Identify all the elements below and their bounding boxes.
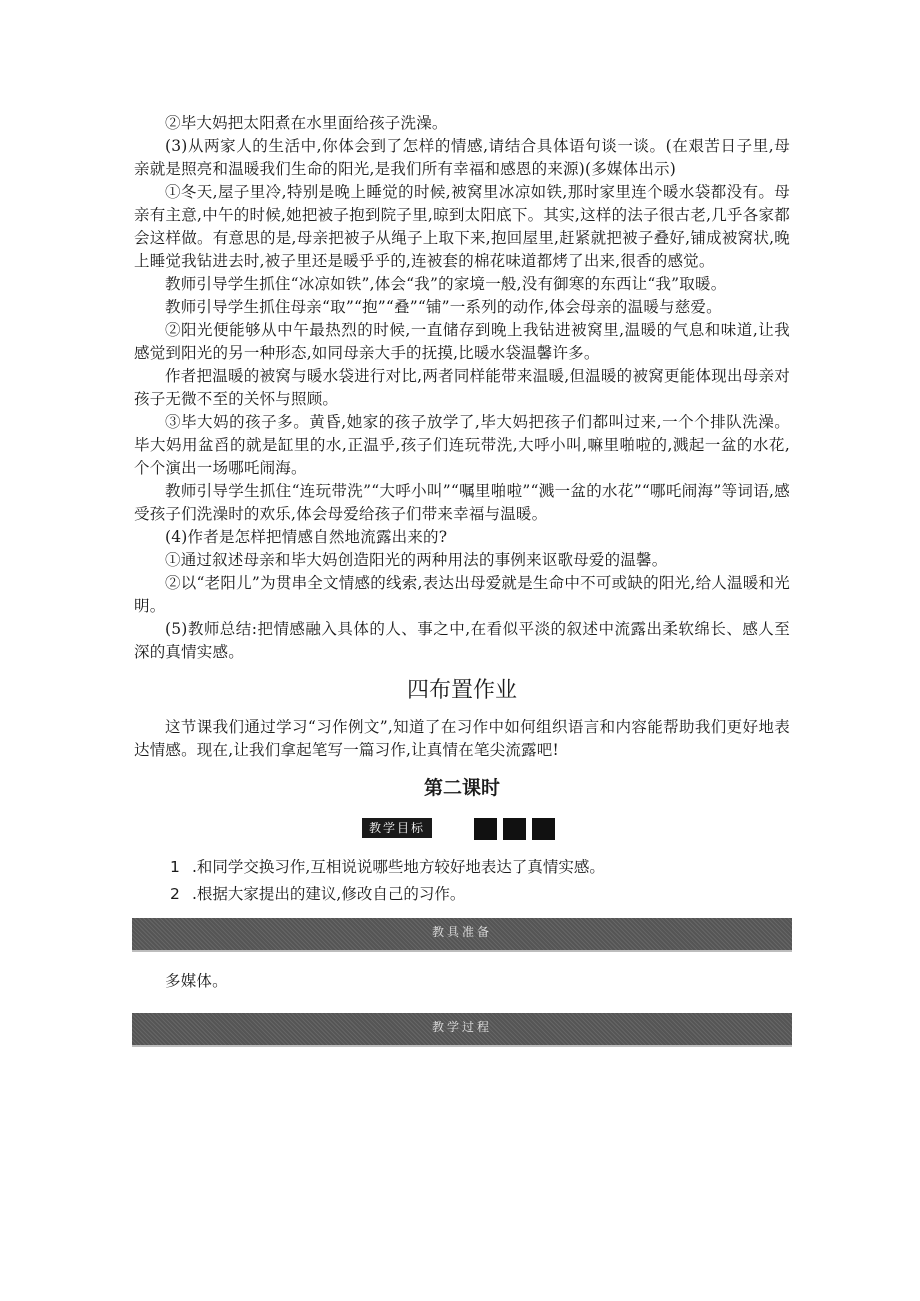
decorative-block xyxy=(532,818,555,840)
teaching-tools-banner: 教具准备 xyxy=(132,918,792,952)
body-paragraph: ②阳光便能够从中午最热烈的时候,一直储存到晚上我钻进被窝里,温暖的气息和味道,让我感觉到阳光的另一种形态,如同母亲大手的抚摸,比暖水袋温馨许多。 xyxy=(134,321,790,362)
body-paragraph: (4)作者是怎样把情感自然地流露出来的? xyxy=(165,528,448,546)
decorative-block xyxy=(474,818,497,840)
teaching-goals-header xyxy=(134,816,790,846)
body-paragraph: 教师引导学生抓住“冰凉如铁”,体会“我”的家境一般,没有御寒的东西让“我”取暖。 xyxy=(165,275,727,293)
teaching-tools-text: 多媒体。 xyxy=(165,972,228,990)
teaching-goals-label: 教学目标 xyxy=(362,818,432,838)
document-page xyxy=(134,112,790,1059)
section-heading-homework: 四布置作业 xyxy=(406,678,517,703)
goal-item xyxy=(170,856,790,879)
lesson-two-title: 第二课时 xyxy=(423,777,500,799)
decorative-blocks xyxy=(474,818,555,840)
goal-text: .根据大家提出的建议,修改自己的习作。 xyxy=(192,885,466,903)
decorative-block xyxy=(503,818,526,840)
body-paragraph: (5)教师总结:把情感融入具体的人、事之中,在看似平淡的叙述中流露出柔软绵长、感人至深的真情实感。 xyxy=(134,620,790,661)
body-paragraph: ②毕大妈把太阳煮在水里面给孩子洗澡。 xyxy=(165,114,448,132)
body-paragraph: 作者把温暖的被窝与暖水袋进行对比,两者同样能带来温暖,但温暖的被窝更能体现出母亲对孩子无微不至的关怀与照顾。 xyxy=(134,367,790,408)
goal-number: 1 xyxy=(170,858,180,876)
lesson-body-text xyxy=(134,112,790,664)
body-paragraph: (3)从两家人的生活中,你体会到了怎样的情感,请结合具体语句谈一谈。(在艰苦日子里,母亲就是照亮和温暖我们生命的阳光,是我们所有幸福和感恩的来源)(多媒体出示) xyxy=(134,137,790,178)
body-paragraph: ②以“老阳儿”为贯串全文情感的线索,表达出母爱就是生命中不可或缺的阳光,给人温暖和光明。 xyxy=(134,574,790,615)
teaching-process-banner: 教学过程 xyxy=(132,1013,792,1047)
goal-item xyxy=(170,883,790,906)
body-paragraph: 教师引导学生抓住“连玩带洗”“大呼小叫”“嘱里啪啦”“溅一盆的水花”“哪吒闹海”等词语,感受孩子们洗澡时的欢乐,体会母爱给孩子们带来幸福与温暖。 xyxy=(134,482,790,523)
goal-text: .和同学交换习作,互相说说哪些地方较好地表达了真情实感。 xyxy=(192,858,605,876)
body-paragraph: 教师引导学生抓住母亲“取”“抱”“叠”“铺”一系列的动作,体会母亲的温暖与慈爱。 xyxy=(165,298,722,316)
body-paragraph: ①通过叙述母亲和毕大妈创造阳光的两种用法的事例来讴歌母爱的温馨。 xyxy=(165,551,668,569)
goal-number: 2 xyxy=(170,885,180,903)
body-paragraph: ①冬天,屋子里冷,特别是晚上睡觉的时候,被窝里冰凉如铁,那时家里连个暖水袋都没有。母亲有主意,中午的时候,她把被子抱到院子里,晾到太阳底下。其实,这样的法子很古老,几乎各家都会这样做。有意思的是,母亲把被子从绳子上取下来,抱回屋里,赶紧就把被子叠好,铺成被窝状,晚上睡觉我钻进去时,被子里还是暖乎乎的,连被套的棉花味道都烤了出来,很香的感觉。 xyxy=(134,183,790,270)
homework-paragraph: 这节课我们通过学习“习作例文”,知道了在习作中如何组织语言和内容能帮助我们更好地表达情感。现在,让我们拿起笔写一篇习作,让真情在笔尖流露吧! xyxy=(134,718,790,759)
body-paragraph: ③毕大妈的孩子多。黄昏,她家的孩子放学了,毕大妈把孩子们都叫过来,一个个排队洗澡。毕大妈用盆舀的就是缸里的水,正温乎,孩子们连玩带洗,大呼小叫,嘛里啪啦的,溅起一盆的水花,个个演出一场哪吒闹海。 xyxy=(134,413,790,477)
